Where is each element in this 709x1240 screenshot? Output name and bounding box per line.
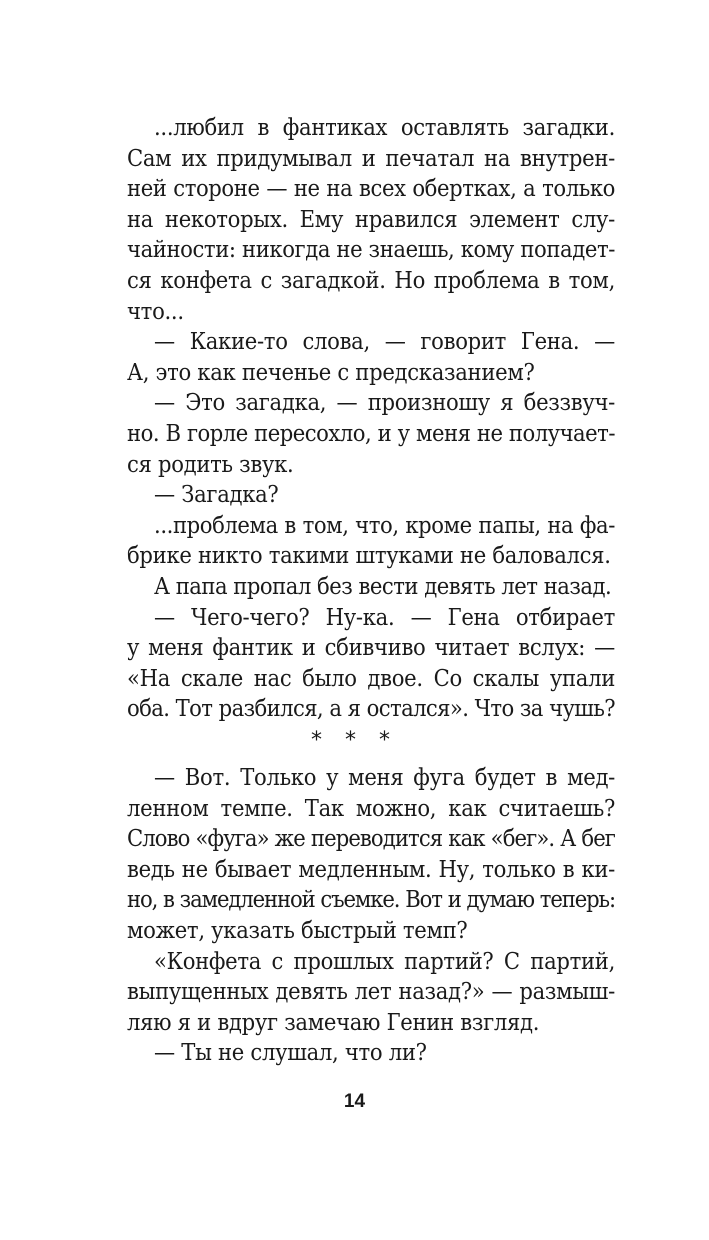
text-section-1 (127, 112, 615, 724)
text-line: но, в замедленной съемке. Вот и думаю теперь: (127, 885, 615, 914)
text-line: Слово «фуга» же переводится как «бег». А бег (127, 824, 615, 853)
text-line: — Ты не слушал, что ли? (154, 1038, 427, 1067)
text-line: — Чего-чего? Ну-ка. — Гена отбирает (154, 602, 615, 631)
text-line: на некоторых. Ему нравился элемент слу- (127, 204, 615, 233)
text-line: «Конфета с прошлых партий? С партий, (154, 946, 615, 975)
text-line: ляю я и вдруг замечаю Генин взгляд. (127, 1007, 540, 1036)
text-line: — Загадка? (154, 480, 279, 509)
text-line: ленном темпе. Так можно, как считаешь? (127, 793, 615, 822)
text-line: ведь не бывает медленным. Ну, только в ки- (127, 854, 615, 883)
text-line: выпущенных девять лет назад?» — размыш- (127, 977, 615, 1006)
section-separator: * * * (311, 728, 398, 753)
text-section-2 (127, 762, 615, 1068)
text-line: А папа пропал без вести девять лет назад. (154, 571, 612, 600)
text-line: ся конфета с загадкой. Но проблема в том, (127, 265, 615, 294)
text-line: — Какие-то слова, — говорит Гена. — (154, 327, 615, 356)
text-line: но. В горле пересохло, и у меня не получает- (127, 418, 615, 447)
text-line: может, указать быстрый темп? (127, 915, 468, 944)
text-line: ней стороне — не на всех обертках, а только (127, 174, 615, 203)
text-line: А, это как печенье с предсказанием? (127, 357, 535, 386)
text-line: «На скале нас было двое. Со скалы упали (127, 663, 615, 692)
text-line: ...проблема в том, что, кроме папы, на фа- (154, 510, 615, 539)
text-line: ...любил в фантиках оставлять загадки. (154, 113, 615, 141)
text-line: Сам их придумывал и печатал на внутрен- (127, 143, 615, 172)
page-number: 14 (343, 1091, 366, 1112)
text-line: — Вот. Только у меня фуга будет в мед- (154, 763, 615, 791)
text-line: что... (127, 296, 184, 325)
text-line: оба. Тот разбился, а я остался». Что за чушь? (127, 694, 615, 723)
text-line: — Это загадка, — произношу я беззвуч- (154, 388, 615, 417)
text-line: у меня фантик и сбивчиво читает вслух: — (127, 633, 615, 662)
text-line: ся родить звук. (127, 449, 294, 478)
text-line: брике никто такими штуками не баловался. (127, 541, 611, 570)
text-line: чайности: никогда не знаешь, кому попадет- (127, 235, 615, 264)
